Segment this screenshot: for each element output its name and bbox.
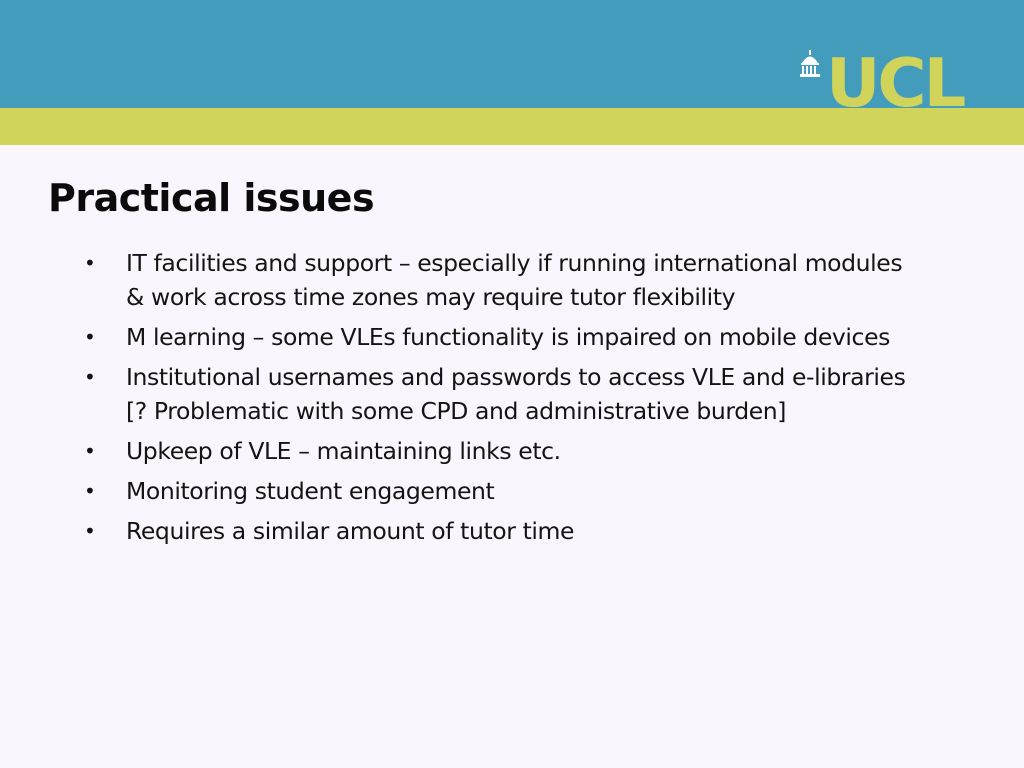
bullet-item bbox=[84, 434, 924, 468]
slide-title: Practical issues bbox=[48, 176, 375, 220]
bullet-icon: • bbox=[84, 479, 96, 503]
bullet-icon: • bbox=[84, 251, 96, 275]
bullet-item bbox=[84, 474, 924, 508]
portico-icon bbox=[800, 50, 820, 77]
bullet-icon: • bbox=[84, 365, 96, 389]
bullet-text: IT facilities and support – especially if running international modules & work across time zones may require tutor flexibility bbox=[126, 249, 903, 311]
bullet-list bbox=[84, 246, 924, 554]
bullet-icon: • bbox=[84, 519, 96, 543]
bullet-text: Institutional usernames and passwords to access VLE and e-libraries [? Problematic with some CPD and administrative burden] bbox=[126, 363, 906, 425]
bullet-icon: • bbox=[84, 325, 96, 349]
ucl-logo bbox=[796, 44, 1006, 116]
bullet-text: Upkeep of VLE – maintaining links etc. bbox=[126, 437, 561, 465]
bullet-item bbox=[84, 360, 924, 428]
bullet-item bbox=[84, 246, 924, 314]
bullet-text: Monitoring student engagement bbox=[126, 477, 495, 505]
bullet-item bbox=[84, 514, 924, 548]
bullet-text: Requires a similar amount of tutor time bbox=[126, 517, 575, 545]
logo-text: UCL bbox=[826, 44, 964, 116]
bullet-icon: • bbox=[84, 439, 96, 463]
bullet-item bbox=[84, 320, 924, 354]
bullet-text: M learning – some VLEs functionality is impaired on mobile devices bbox=[126, 323, 890, 351]
